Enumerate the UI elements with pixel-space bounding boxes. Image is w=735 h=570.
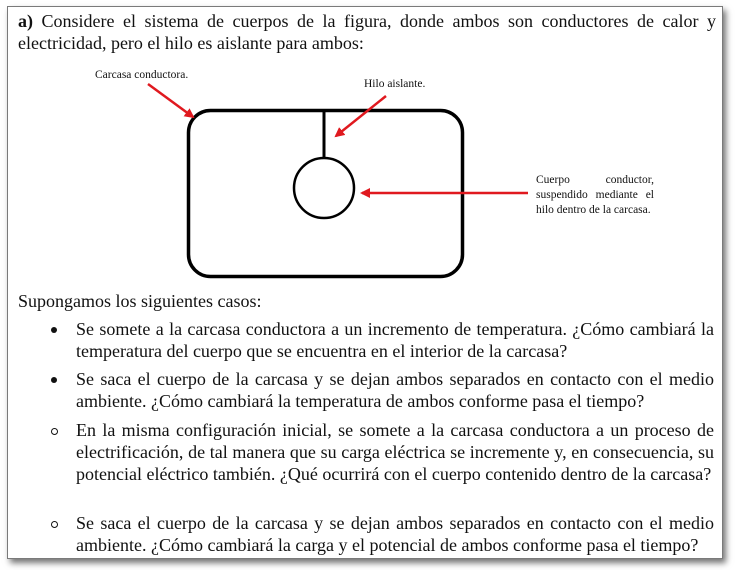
arrow-carcasa: [148, 84, 193, 117]
label-cuerpo: Cuerpo conductor, suspendido mediante el hilo dentro de la carcasa.: [536, 174, 654, 216]
case-text: Se saca el cuerpo de la carcasa y se dejan ambos separados en contacto con el medio ambiente. ¿Cómo cambiará la carga y el potencial de ambos conforme pasa el tiempo?: [76, 513, 714, 555]
label-hilo: Hilo aislante.: [364, 78, 426, 90]
bullet-disc-icon: [46, 368, 62, 383]
arrow-hilo: [336, 96, 386, 136]
case-text: En la misma configuración inicial, se somete a la carcasa conductora a un proceso de electrificación, de tal manera que su carga eléctrica se incremente y, en consecuencia, su potencial eléctrico también. ¿Qué ocurrirá con el cuerpo contenido dentro de la carcasa?: [76, 420, 714, 484]
conductor-body: [294, 158, 354, 218]
case-text: Se saca el cuerpo de la carcasa y se dejan ambos separados en contacto con el medio ambiente. ¿Cómo cambiará la temperatura de ambos conforme pasa el tiempo?: [76, 369, 714, 411]
item-label: a): [18, 11, 33, 31]
cases-heading: Supongamos los siguientes casos:: [18, 291, 262, 311]
bullet-circle-icon: [46, 419, 62, 435]
label-carcasa: Carcasa conductora.: [95, 69, 189, 81]
bullet-disc-icon: [46, 318, 62, 333]
bullet-circle-icon: [46, 512, 62, 528]
intro-text: Considere el sistema de cuerpos de la figura, donde ambos son conductores de calor y electricidad, pero el hilo es aislante para ambos:: [18, 11, 716, 53]
case-text: Se somete a la carcasa conductora a un incremento de temperatura. ¿Cómo cambiará la temperatura del cuerpo que se encuentra en el interior de la carcasa?: [76, 319, 714, 361]
